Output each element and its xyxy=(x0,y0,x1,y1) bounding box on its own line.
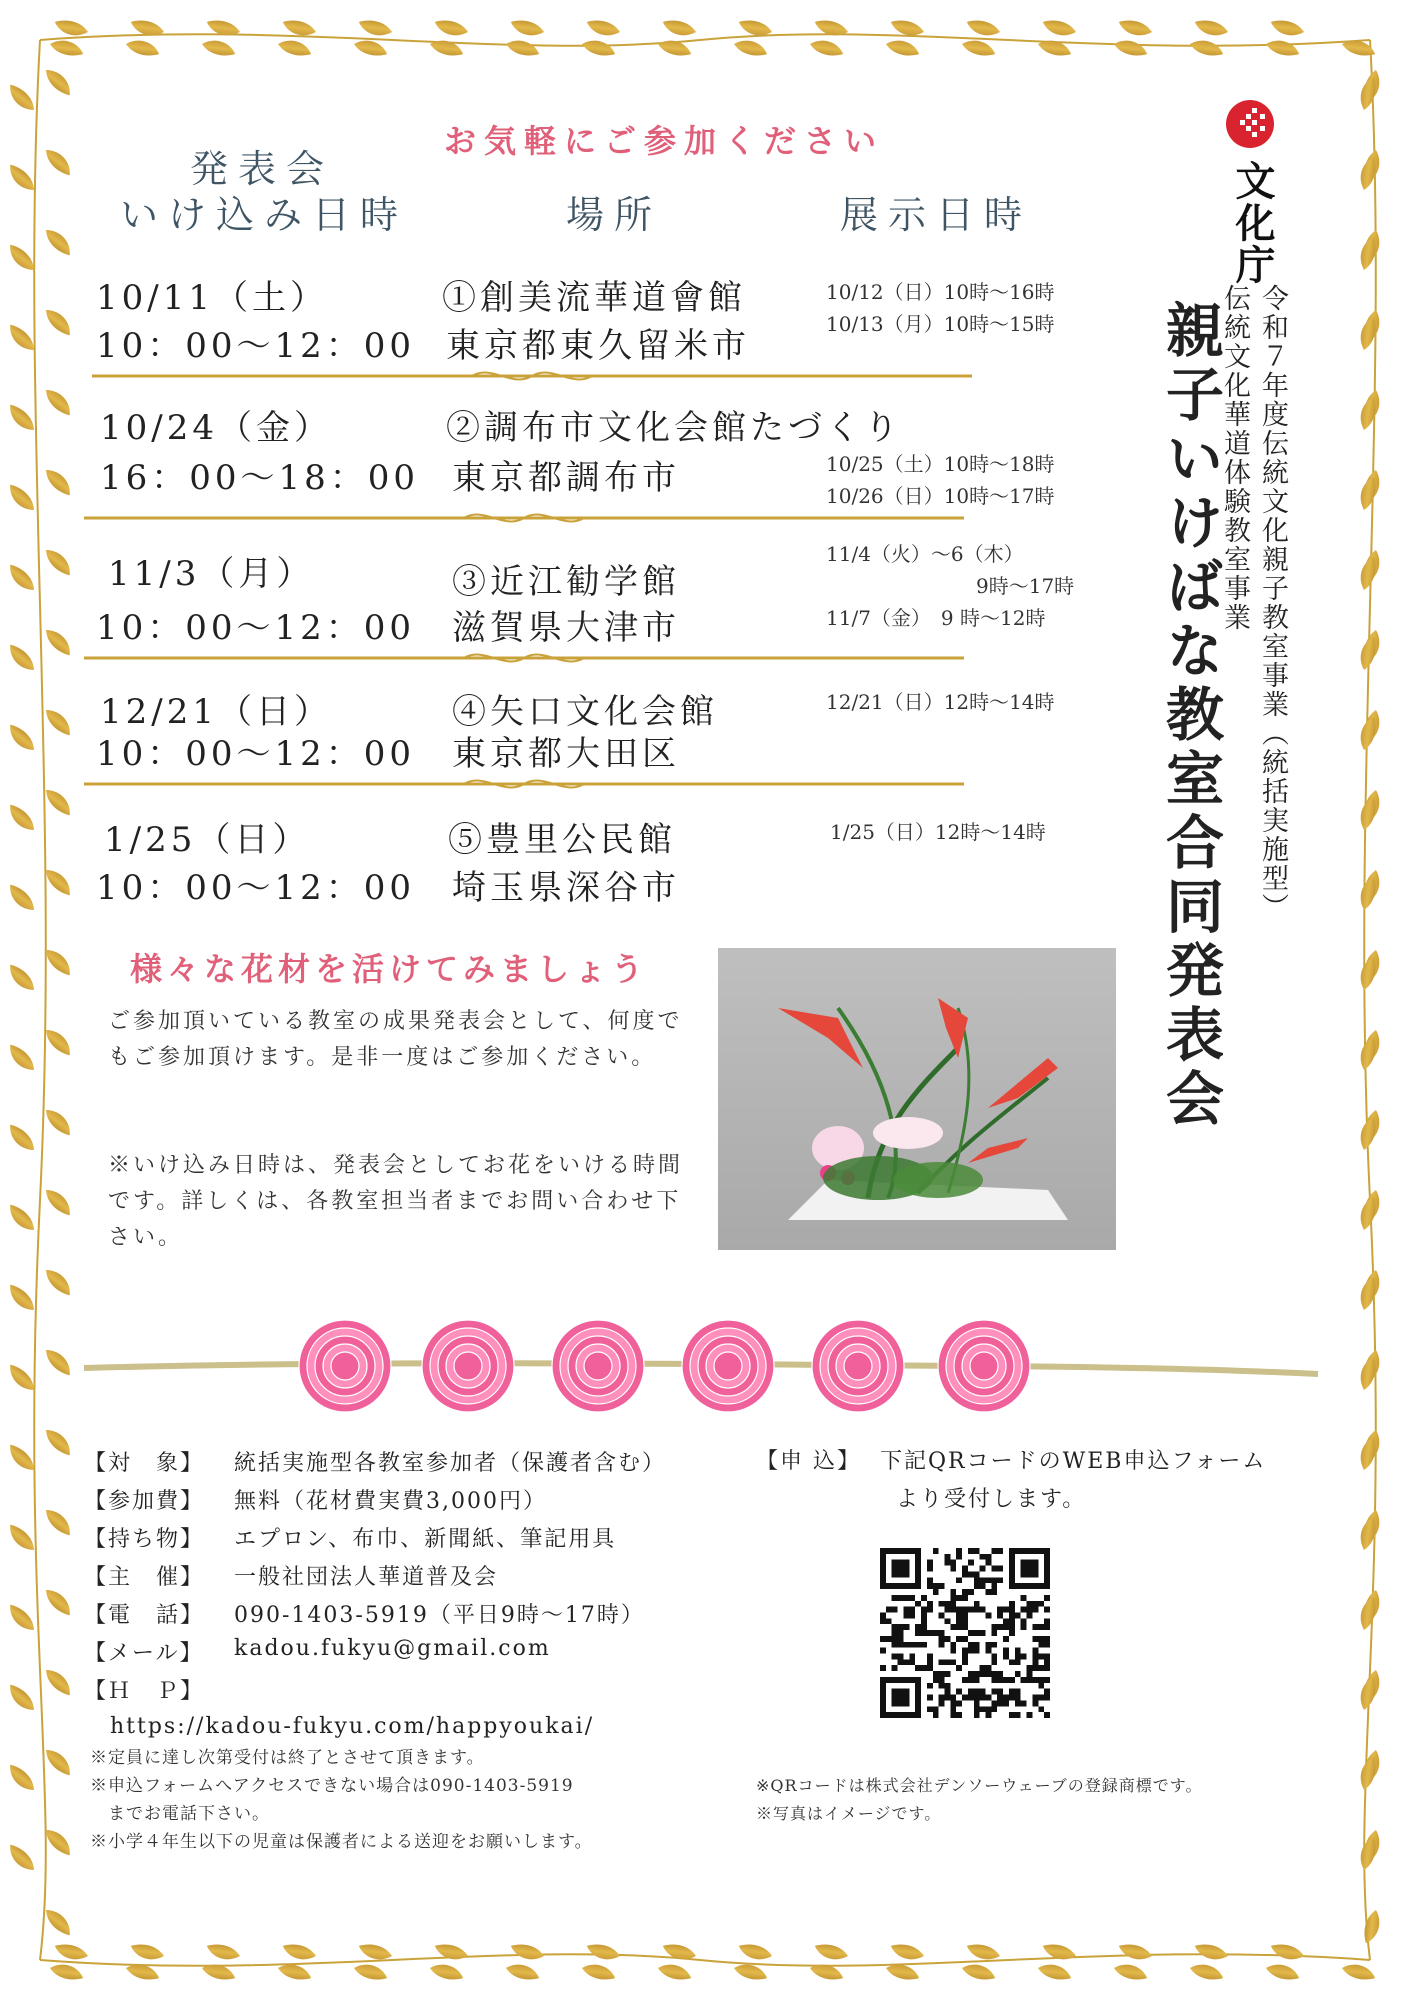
homepage-link[interactable]: https://kadou-fukyu.com/happyoukai/ xyxy=(110,1714,595,1739)
subtitle-line1: 令和７年度伝統文化親子教室事業（統括実施型） xyxy=(1257,284,1288,922)
info-label: 【参加費】 xyxy=(84,1489,205,1514)
info-label: 【持ち物】 xyxy=(84,1527,205,1552)
info-value: 無料（花材費実費3,000円） xyxy=(234,1489,547,1514)
event-city: 東京都東久留米市 xyxy=(446,326,750,366)
event-venue: ③近江勧学館 xyxy=(452,562,680,602)
note-paragraph: ※いけ込み日時は、発表会としてお花をいける時間です。詳しくは、各教室担当者までお問い合わせ下さい。 xyxy=(108,1153,684,1250)
info-value: エプロン、布巾、新聞紙、筆記用具 xyxy=(234,1527,617,1552)
email-link[interactable]: kadou.fukyu@gmail.com xyxy=(234,1636,551,1661)
event-city: 東京都大田区 xyxy=(452,734,680,774)
event-exhibit: 10/12（日）10時～16時 10/13（月）10時～15時 xyxy=(826,280,1055,336)
event-exhibit: 12/21（日）12時～14時 xyxy=(826,690,1055,714)
event-time: 10：00～12：00 xyxy=(96,608,416,648)
event-date: 10/11（土） xyxy=(96,278,328,318)
event-date: 1/25（日） xyxy=(104,820,311,860)
phone-number[interactable]: 090-1403-5919（平日9時～17時） xyxy=(234,1603,645,1628)
apply-label: 【申 込】 xyxy=(756,1449,861,1474)
ikebana-photo xyxy=(718,948,1116,1250)
event-time: 10：00～12：00 xyxy=(96,326,416,366)
qr-code[interactable] xyxy=(880,1548,1050,1718)
header-col1-line1: 発表会 xyxy=(190,147,335,191)
apply-line2: より受付します。 xyxy=(896,1487,1087,1512)
event-venue: ④矢口文化会館 xyxy=(452,692,718,732)
section-heading: 様々な花材を活けてみましょう xyxy=(130,950,649,988)
event-date: 12/21（日） xyxy=(100,692,332,732)
info-label: 【主 催】 xyxy=(84,1565,205,1590)
agency-logo-mark xyxy=(1222,96,1278,152)
info-label: 【対 象】 xyxy=(84,1451,205,1476)
event-time: 10：00～12：00 xyxy=(96,868,416,908)
event-exhibit: 11/4（火）～6（木） 9時～17時 11/7（金） 9 時～12時 xyxy=(826,542,1075,630)
header-col1-line2: いけ込み日時 xyxy=(120,193,409,237)
event-city: 滋賀県大津市 xyxy=(452,608,680,648)
event-time: 16：00～18：00 xyxy=(100,458,420,498)
event-time: 10：00～12：00 xyxy=(96,734,416,774)
notes-right: ※QRコードは株式会社デンソーウェーブの登録商標です。 ※写真はイメージです。 xyxy=(756,1776,1203,1823)
event-city: 埼玉県深谷市 xyxy=(452,868,680,908)
info-label: 【Ｈ Ｐ】 xyxy=(84,1679,205,1704)
divider xyxy=(84,648,964,668)
event-venue: ①創美流華道會館 xyxy=(442,278,746,318)
info-label: 【メール】 xyxy=(84,1641,204,1666)
flower-garland xyxy=(84,1290,1318,1440)
divider xyxy=(84,774,964,794)
event-venue: ⑤豊里公民館 xyxy=(448,820,676,860)
event-exhibit: 1/25（日）12時～14時 xyxy=(830,820,1046,844)
event-exhibit: 10/25（土）10時～18時 10/26（日）10時～17時 xyxy=(826,452,1055,508)
subtitle-line2: 伝統文化華道体験教室事業 xyxy=(1219,284,1250,632)
notes-left: ※定員に達し次第受付は終了とさせて頂きます。 ※申込フォームへアクセスできない場合は090-1403-5919 までお電話下さい。 ※小学４年生以下の児童は保護者による送迎をお願いします。 xyxy=(90,1748,593,1852)
info-value: 一般社団法人華道普及会 xyxy=(234,1565,499,1590)
event-date: 11/3（月） xyxy=(108,554,315,594)
apply-line1: 下記QRコードのWEB申込フォーム xyxy=(880,1449,1267,1474)
intro-paragraph: ご参加頂いている教室の成果発表会として、何度でもご参加頂けます。是非一度はご参加ください。 xyxy=(108,1009,683,1070)
info-label: 【電 話】 xyxy=(84,1603,205,1628)
logo-icon xyxy=(1222,96,1278,152)
info-value: 統括実施型各教室参加者（保護者含む） xyxy=(234,1451,667,1476)
divider xyxy=(92,366,972,386)
tagline: お気軽にご参加ください xyxy=(444,122,885,160)
main-title: 親子いけばな教室合同発表会 xyxy=(1156,300,1224,1132)
event-venue: ②調布市文化会館たづくり xyxy=(446,408,902,448)
event-city: 東京都調布市 xyxy=(452,458,680,498)
header-col3: 展示日時 xyxy=(840,193,1033,237)
divider xyxy=(84,508,964,528)
header-col2: 場所 xyxy=(566,193,663,237)
agency-logo-text: 文化庁 xyxy=(1229,160,1276,286)
event-date: 10/24（金） xyxy=(100,408,332,448)
